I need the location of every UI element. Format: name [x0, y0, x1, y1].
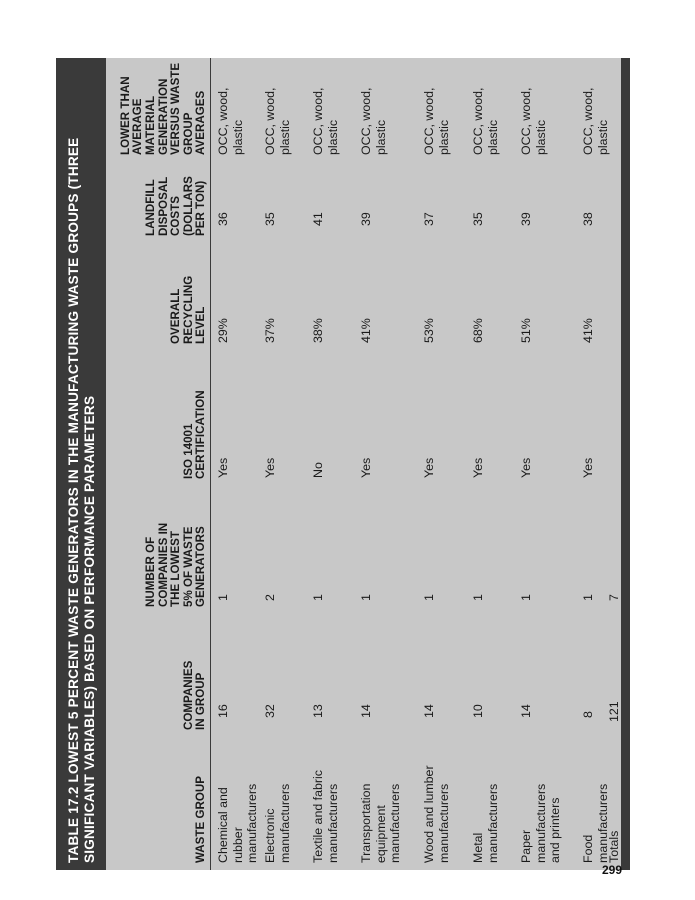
- cell-waste-group: Transportation equipment manufacturers: [359, 783, 403, 863]
- totals-companies: 121: [607, 701, 621, 722]
- cell-companies: 13: [311, 704, 325, 718]
- cell-lowest-count: 1: [519, 594, 533, 601]
- totals-lowest-count: 7: [607, 594, 621, 601]
- table-title-bar: [56, 58, 106, 870]
- cell-companies: 10: [471, 704, 485, 718]
- cell-iso: Yes: [359, 457, 373, 478]
- cell-iso: Yes: [216, 457, 230, 478]
- cell-iso: Yes: [263, 457, 277, 478]
- cell-materials: OCC, wood, plastic: [422, 87, 451, 155]
- cell-landfill: 39: [519, 212, 533, 226]
- table-bottom-shadow: [621, 58, 630, 870]
- header-companies-in-group: COMPANIES IN GROUP: [181, 660, 208, 730]
- header-lower-than-average: LOWER THAN AVERAGE MATERIAL GENERATION VERSUS WASTE GROUP AVERAGES: [118, 62, 208, 155]
- header-recycling-level: OVERALL RECYCLING LEVEL: [169, 275, 208, 344]
- cell-landfill: 35: [471, 212, 485, 226]
- cell-lowest-count: 1: [422, 594, 436, 601]
- cell-recycling: 38%: [311, 318, 325, 343]
- cell-materials: OCC, wood, plastic: [581, 87, 610, 155]
- cell-landfill: 39: [359, 212, 373, 226]
- cell-iso: No: [311, 462, 325, 478]
- cell-recycling: 41%: [581, 318, 595, 343]
- cell-companies: 14: [519, 704, 533, 718]
- cell-waste-group: Textile and fabric manufacturers: [311, 770, 340, 863]
- cell-lowest-count: 1: [471, 594, 485, 601]
- cell-lowest-count: 1: [581, 594, 595, 601]
- cell-recycling: 68%: [471, 318, 485, 343]
- cell-materials: OCC, wood, plastic: [519, 87, 548, 155]
- table-title: TABLE 17.2 LOWEST 5 PERCENT WASTE GENERATORS IN THE MANUFACTURING WASTE GROUPS (THREE SIGNIFICANT VARIABLES) BASED ON PERFORMANCE PARAMETERS: [66, 137, 97, 863]
- header-iso-14001: ISO 14001 CERTIFICATION: [181, 390, 208, 479]
- totals-label: Totals: [607, 830, 621, 863]
- cell-iso: Yes: [519, 457, 533, 478]
- cell-materials: OCC, wood, plastic: [263, 87, 292, 155]
- cell-materials: OCC, wood, plastic: [471, 87, 500, 155]
- cell-recycling: 53%: [422, 318, 436, 343]
- cell-lowest-count: 2: [263, 594, 277, 601]
- cell-materials: OCC, wood, plastic: [216, 87, 245, 155]
- cell-lowest-count: 1: [359, 594, 373, 601]
- cell-materials: OCC, wood, plastic: [311, 87, 340, 155]
- cell-landfill: 37: [422, 212, 436, 226]
- cell-iso: Yes: [422, 457, 436, 478]
- cell-recycling: 37%: [263, 318, 277, 343]
- cell-lowest-count: 1: [216, 594, 230, 601]
- header-landfill-costs: LANDFILL DISPOSAL COSTS (DOLLARS PER TON): [144, 176, 208, 236]
- cell-recycling: 51%: [519, 318, 533, 343]
- cell-landfill: 35: [263, 212, 277, 226]
- cell-waste-group: Metal manufacturers: [471, 783, 500, 863]
- header-number-lowest: NUMBER OF COMPANIES IN THE LOWEST 5% OF WASTE GENERATORS: [144, 522, 208, 607]
- cell-companies: 32: [263, 704, 277, 718]
- cell-landfill: 41: [311, 212, 325, 226]
- cell-companies: 14: [359, 704, 373, 718]
- cell-iso: Yes: [581, 457, 595, 478]
- cell-landfill: 38: [581, 212, 595, 226]
- cell-recycling: 41%: [359, 318, 373, 343]
- cell-companies: 8: [581, 711, 595, 718]
- cell-waste-group: Paper manufacturers and printers: [519, 783, 563, 863]
- cell-waste-group: Food manufacturers: [581, 783, 610, 863]
- header-waste-group: WASTE GROUP: [194, 776, 208, 863]
- header-divider: [210, 58, 211, 870]
- cell-materials: OCC, wood, plastic: [359, 87, 388, 155]
- cell-waste-group: Wood and lumber manufacturers: [422, 765, 451, 863]
- page-number: 299: [602, 863, 623, 877]
- cell-recycling: 29%: [216, 318, 230, 343]
- cell-landfill: 36: [216, 212, 230, 226]
- cell-lowest-count: 1: [311, 594, 325, 601]
- cell-companies: 16: [216, 704, 230, 718]
- cell-waste-group: Electronic manufacturers: [263, 783, 292, 863]
- cell-iso: Yes: [471, 457, 485, 478]
- rotated-table: [56, 58, 630, 870]
- cell-waste-group: Chemical and rubber manufacturers: [216, 783, 260, 863]
- cell-companies: 14: [422, 704, 436, 718]
